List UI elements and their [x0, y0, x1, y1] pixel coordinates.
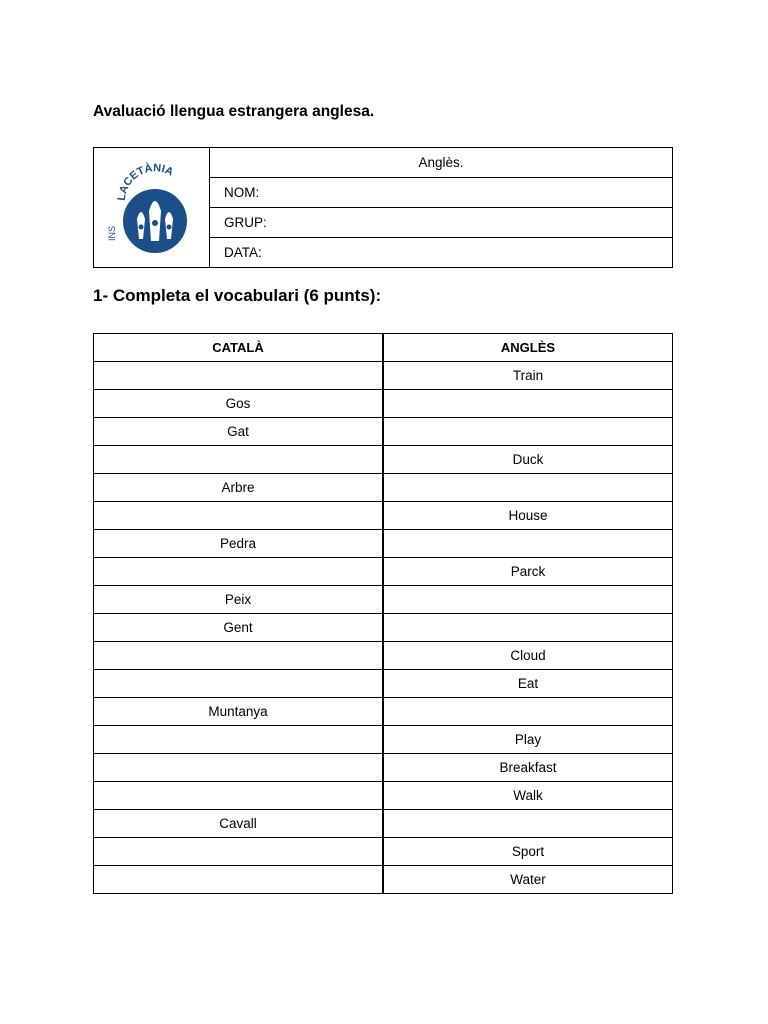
catala-cell[interactable] — [94, 362, 384, 390]
table-row — [94, 782, 673, 810]
table-row — [94, 558, 673, 586]
catala-cell: Peix — [94, 586, 384, 614]
vocab-body — [94, 362, 673, 894]
catala-cell[interactable] — [94, 670, 384, 698]
table-row — [94, 754, 673, 782]
angles-cell[interactable] — [383, 418, 673, 446]
table-row — [94, 390, 673, 418]
table-row — [94, 530, 673, 558]
table-row — [94, 670, 673, 698]
angles-cell[interactable] — [383, 586, 673, 614]
angles-cell: Breakfast — [383, 754, 673, 782]
angles-cell: Sport — [383, 838, 673, 866]
angles-cell: Parck — [383, 558, 673, 586]
table-row — [94, 614, 673, 642]
angles-cell: Water — [383, 866, 673, 894]
logo-dot-left — [138, 224, 143, 229]
catala-cell[interactable] — [94, 558, 384, 586]
table-row — [94, 474, 673, 502]
angles-cell: Play — [383, 726, 673, 754]
date-field[interactable]: DATA: — [224, 245, 262, 260]
info-cell — [210, 148, 672, 267]
catala-cell[interactable] — [94, 866, 384, 894]
table-row — [94, 642, 673, 670]
column-header-catala: CATALÀ — [94, 334, 384, 362]
vocab-table — [93, 333, 673, 894]
catala-cell[interactable] — [94, 838, 384, 866]
logo-ins-text: INS — [106, 225, 117, 241]
logo-name-path: LACETÀNIA — [115, 161, 175, 201]
logo-dot-center — [152, 220, 158, 226]
catala-cell[interactable] — [94, 726, 384, 754]
section-heading: 1- Completa el vocabulari (6 punts): — [93, 286, 382, 305]
table-row — [94, 866, 673, 894]
catala-cell: Cavall — [94, 810, 384, 838]
table-row — [94, 362, 673, 390]
catala-cell[interactable] — [94, 754, 384, 782]
table-row — [94, 810, 673, 838]
vocab-header-row — [94, 334, 673, 362]
catala-cell[interactable] — [94, 446, 384, 474]
angles-cell: Walk — [383, 782, 673, 810]
name-field[interactable]: NOM: — [210, 178, 672, 208]
angles-cell[interactable] — [383, 530, 673, 558]
column-header-angles: ANGLÈS — [383, 334, 673, 362]
school-logo — [105, 161, 199, 255]
table-row — [94, 726, 673, 754]
catala-cell: Gos — [94, 390, 384, 418]
catala-cell[interactable] — [94, 782, 384, 810]
angles-cell[interactable] — [383, 810, 673, 838]
table-row — [94, 698, 673, 726]
logo-dot-right — [166, 224, 171, 229]
catala-cell: Gat — [94, 418, 384, 446]
table-row — [94, 838, 673, 866]
angles-cell: Cloud — [383, 642, 673, 670]
group-field[interactable]: GRUP: — [210, 208, 672, 238]
angles-cell: Train — [383, 362, 673, 390]
table-row — [94, 446, 673, 474]
angles-cell[interactable] — [383, 390, 673, 418]
table-row — [94, 418, 673, 446]
subject-row: Anglès. — [210, 148, 672, 178]
table-row — [94, 586, 673, 614]
angles-cell: House — [383, 502, 673, 530]
angles-cell: Duck — [383, 446, 673, 474]
angles-cell: Eat — [383, 670, 673, 698]
angles-cell[interactable] — [383, 474, 673, 502]
catala-cell: Pedra — [94, 530, 384, 558]
angles-cell[interactable] — [383, 698, 673, 726]
header-table — [93, 147, 673, 268]
catala-cell: Muntanya — [94, 698, 384, 726]
catala-cell: Arbre — [94, 474, 384, 502]
angles-cell[interactable] — [383, 614, 673, 642]
catala-cell[interactable] — [94, 502, 384, 530]
page-title: Avaluació llengua estrangera anglesa. — [93, 103, 375, 120]
catala-cell[interactable] — [94, 642, 384, 670]
table-row — [94, 502, 673, 530]
catala-cell: Gent — [94, 614, 384, 642]
logo-cell — [94, 148, 210, 267]
